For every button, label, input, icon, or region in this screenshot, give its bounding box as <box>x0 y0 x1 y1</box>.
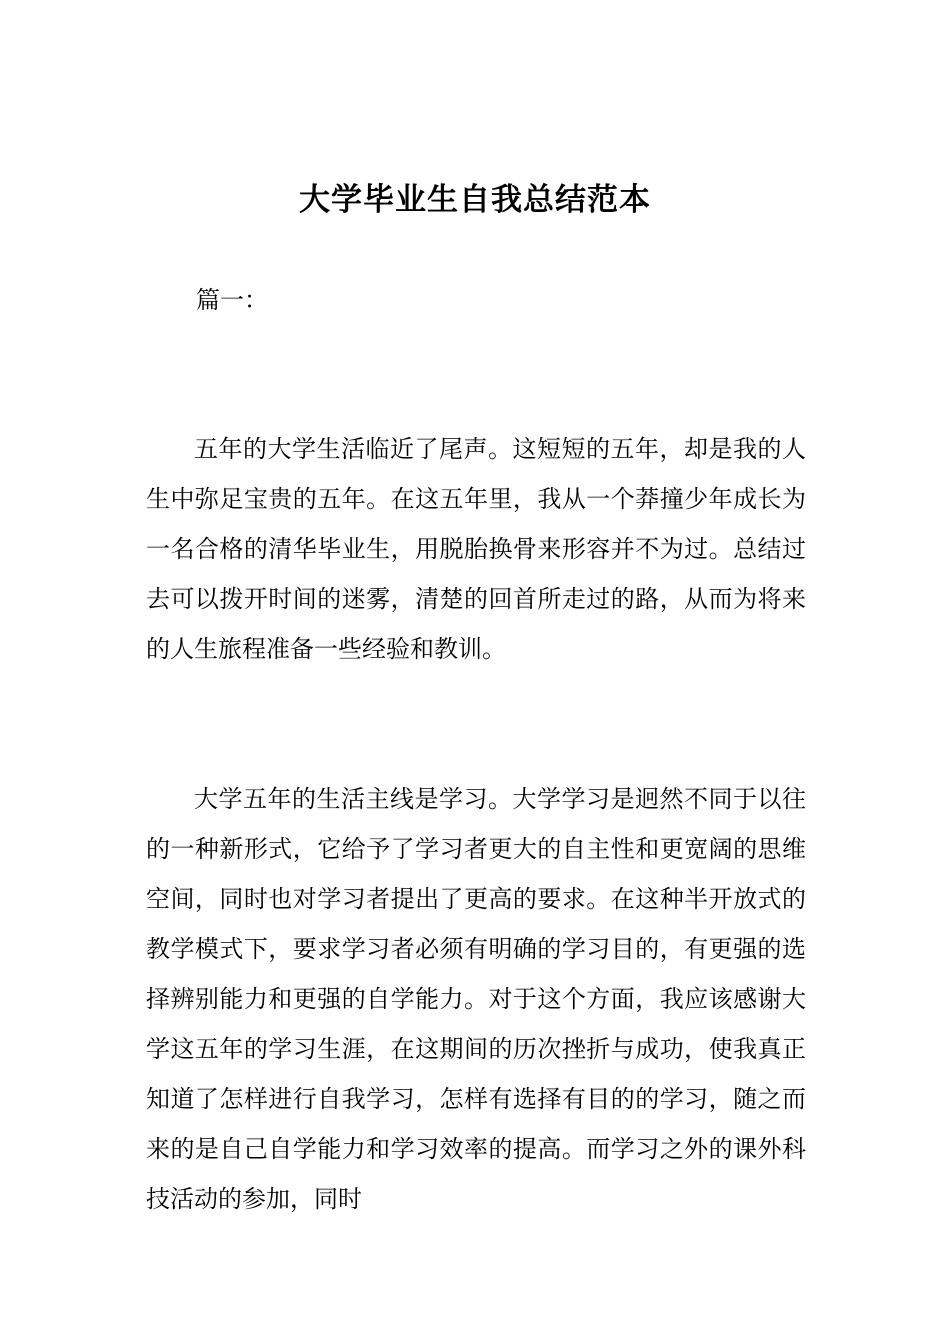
section-label: 篇一： <box>196 286 268 314</box>
document-title: 大学毕业生自我总结范本 <box>299 182 651 218</box>
body-paragraph-2: 大学五年的生活主线是学习。大学学习是迥然不同于以往的一种新形式，它给予了学习者更大的自主性和更宽阔的思维空间，同时也对学习者提出了更高的要求。在这种半开放式的教学模式下，要求学习者必须有明确的学习目的，有更强的选择辨别能力和更强的自学能力。对于这个方面，我应该感谢大学这五年的学习生涯，在这期间的历次挫折与成功，使我真正知道了怎样进行自我学习，怎样有选择有目的的学习，随之而来的是自己自学能力和学习效率的提高。而学习之外的课外科技活动的参加，同时 <box>146 785 806 1213</box>
body-paragraph-1: 五年的大学生活临近了尾声。这短短的五年，却是我的人生中弥足宝贵的五年。在这五年里，我从一个莽撞少年成长为一名合格的清华毕业生，用脱胎换骨来形容并不为过。总结过去可以拨开时间的迷雾，清楚的回首所走过的路，从而为将来的人生旅程准备一些经验和教训。 <box>146 435 806 663</box>
